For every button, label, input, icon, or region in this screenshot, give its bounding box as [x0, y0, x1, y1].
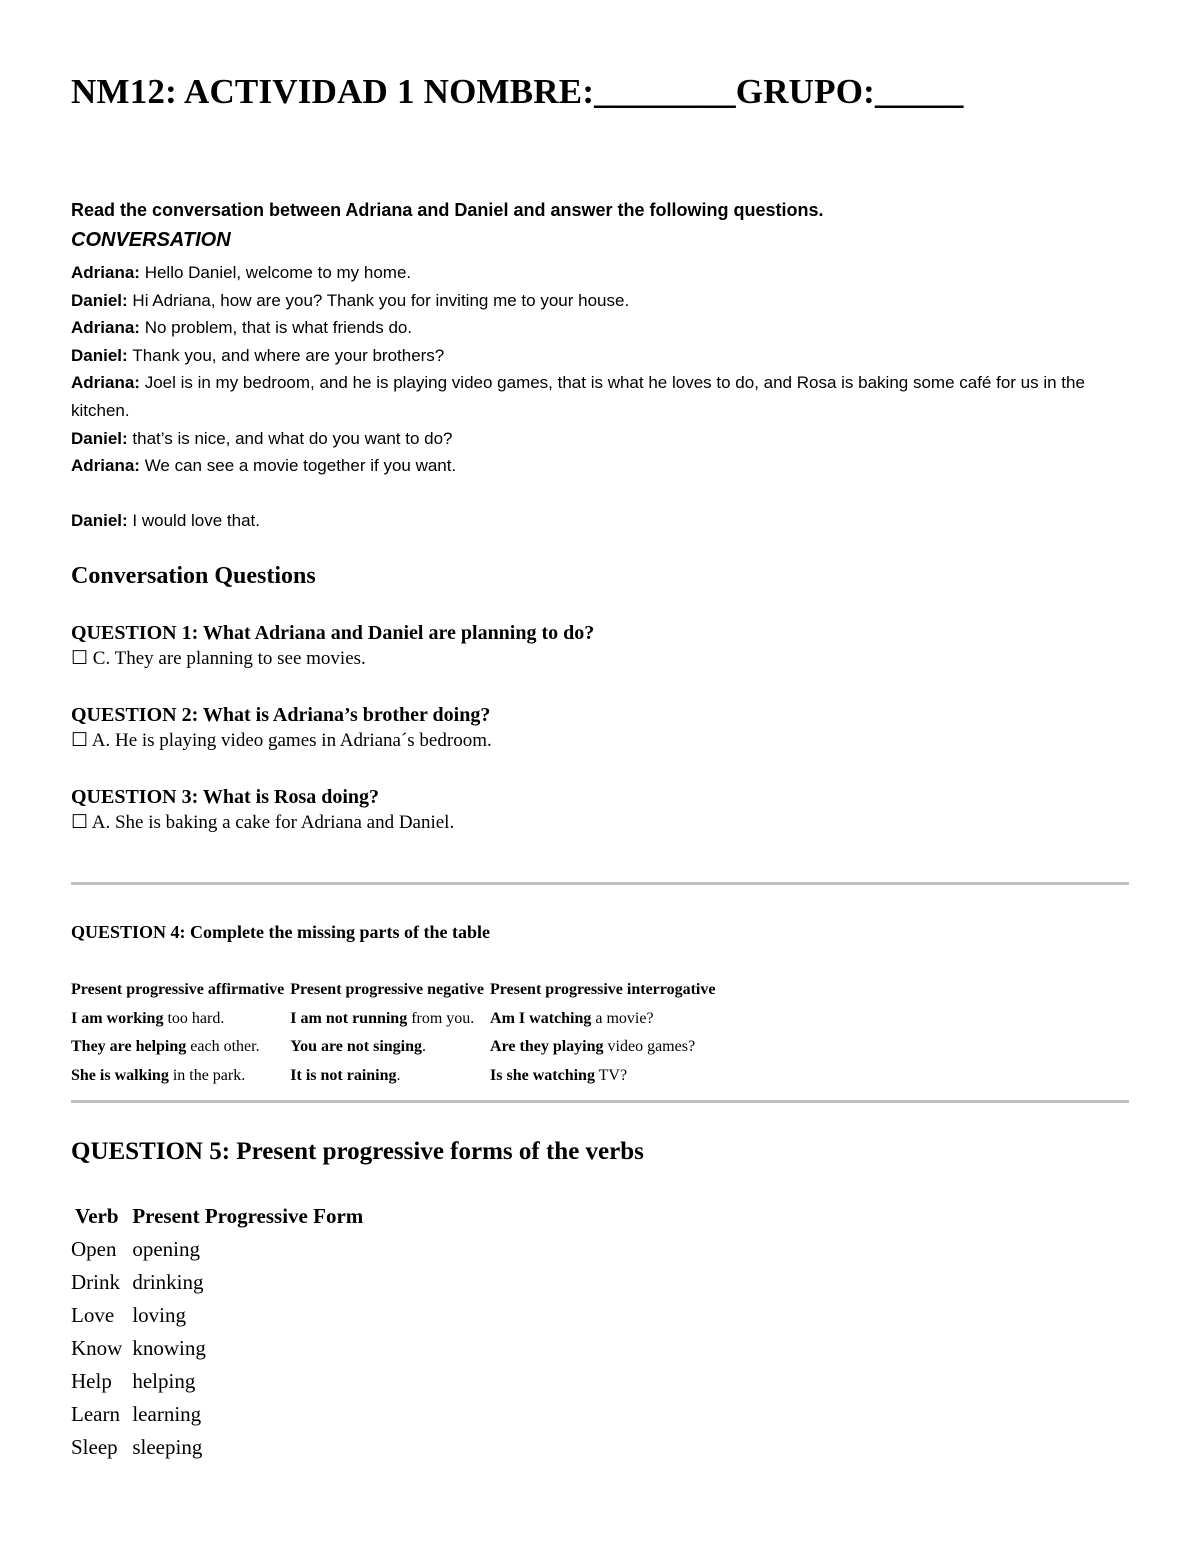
verb-forms-table: [71, 1200, 373, 1464]
form-cell: learning: [132, 1402, 202, 1426]
page-title: NM12: ACTIVIDAD 1 NOMBRE:________GRUPO:_____: [71, 72, 964, 111]
table-row: [71, 1332, 373, 1365]
conversation-line: Daniel: Thank you, and where are your brothers?: [71, 345, 445, 365]
horizontal-rule: [71, 1100, 1129, 1103]
column-header: Present progressive affirmative: [71, 981, 285, 999]
question-3: [71, 784, 454, 836]
checkbox-icon[interactable]: ☐: [71, 812, 89, 833]
column-header: Verb: [75, 1204, 119, 1228]
table-cell: She is walking in the park.: [71, 1066, 246, 1084]
table-cell: Are they playing video games?: [490, 1038, 696, 1056]
form-cell: loving: [132, 1303, 187, 1327]
horizontal-rule: [71, 882, 1129, 885]
speaker-name: Adriana: [71, 456, 135, 476]
line-text: No problem, that is what friends do.: [144, 318, 413, 338]
table-header-row: [71, 1200, 373, 1233]
question-2: [71, 702, 492, 754]
question-title: QUESTION 3: What is Rosa doing?: [71, 786, 380, 808]
question-4-title: QUESTION 4: Complete the missing parts of the table: [71, 922, 490, 942]
table-header-row: [71, 976, 721, 1005]
speaker-name: Daniel: [71, 428, 123, 448]
speaker-name: Daniel: [71, 510, 123, 530]
table-cell: Am I watching a movie?: [490, 1009, 654, 1027]
conversation-line: Daniel: I would love that.: [71, 510, 260, 530]
line-text: I would love that.: [132, 510, 260, 530]
conversation-line: Daniel: Hi Adriana, how are you? Thank you for inviting me to your house.: [71, 290, 630, 310]
verb-cell: Learn: [71, 1402, 120, 1426]
line-text: Hi Adriana, how are you? Thank you for inviting me to your house.: [132, 290, 630, 310]
answer-text: A. He is playing video games in Adriana´s bedroom.: [91, 730, 492, 751]
table-row: [71, 1431, 373, 1464]
answer-text: C. They are planning to see movies.: [92, 648, 366, 669]
answer-line: [71, 810, 454, 836]
table-cell: They are helping each other.: [71, 1038, 260, 1056]
table-row: [71, 1005, 721, 1034]
table-row: [71, 1062, 721, 1091]
column-header: Present Progressive Form: [132, 1204, 364, 1228]
question-title: QUESTION 1: What Adriana and Daniel are planning to do?: [71, 622, 595, 644]
answer-line: [71, 728, 492, 754]
questions-heading: Conversation Questions: [71, 563, 316, 589]
form-cell: drinking: [132, 1270, 204, 1294]
question-5-title: QUESTION 5: Present progressive forms of the verbs: [71, 1138, 644, 1165]
answer-text: A. She is baking a cake for Adriana and Daniel.: [91, 812, 455, 833]
table-cell: Is she watching TV?: [490, 1066, 628, 1084]
table-cell: It is not raining.: [290, 1066, 401, 1084]
speaker-name: Adriana: [71, 263, 135, 282]
table-cell: You are not singing.: [290, 1038, 427, 1056]
table-row: [71, 1365, 373, 1398]
table-row: [71, 1033, 721, 1062]
form-cell: knowing: [132, 1336, 206, 1360]
question-title: QUESTION 2: What is Adriana’s brother doing?: [71, 704, 491, 726]
table-row: [71, 1266, 373, 1299]
conversation-heading: CONVERSATION: [71, 229, 231, 251]
question-1: [71, 620, 594, 672]
conversation-line: Adriana: We can see a movie together if you want.: [71, 456, 457, 476]
verb-cell: Help: [71, 1369, 112, 1393]
table-row: [71, 1398, 373, 1431]
instructions: Read the conversation between Adriana and Daniel and answer the following questions.: [71, 200, 824, 220]
column-header: Present progressive interrogative: [490, 981, 716, 999]
speaker-name: Daniel: [71, 345, 123, 365]
table-cell: I am not running from you.: [290, 1009, 475, 1027]
form-cell: sleeping: [132, 1435, 203, 1459]
conversation-line: Adriana: No problem, that is what friends do.: [71, 318, 413, 338]
line-text: Joel is in my bedroom, and he is playing video games, that is what he loves to do, and Rosa is baking some café for us in the kitchen.: [71, 373, 1085, 420]
table-row: [71, 1299, 373, 1332]
speaker-name: Daniel: [71, 290, 123, 310]
verb-cell: Know: [71, 1336, 123, 1360]
speaker-name: Adriana: [71, 373, 135, 393]
conversation: [71, 259, 1141, 534]
line-text: Hello Daniel, welcome to my home.: [144, 263, 412, 282]
verb-cell: Sleep: [71, 1435, 118, 1459]
line-text: Thank you, and where are your brothers?: [132, 345, 445, 365]
conversation-line: Adriana: Joel is in my bedroom, and he is playing video games, that is what he loves to do, and Rosa is baking some café for us in the kitchen.: [71, 373, 1085, 420]
checkbox-icon[interactable]: ☐: [71, 730, 89, 751]
verb-cell: Drink: [71, 1270, 120, 1294]
checkbox-icon[interactable]: ☐: [71, 648, 89, 669]
present-progressive-table: [71, 976, 721, 1090]
table-cell: I am working too hard.: [71, 1009, 225, 1027]
answer-line: [71, 646, 594, 672]
line-text: We can see a movie together if you want.: [144, 456, 457, 476]
column-header: Present progressive negative: [290, 981, 485, 999]
form-cell: opening: [132, 1237, 200, 1261]
verb-cell: Open: [71, 1237, 117, 1261]
table-row: [71, 1233, 373, 1266]
verb-cell: Love: [71, 1303, 115, 1327]
speaker-name: Adriana: [71, 318, 135, 338]
line-text: that’s is nice, and what do you want to do?: [132, 428, 453, 448]
conversation-line: Adriana: Hello Daniel, welcome to my home.: [71, 263, 412, 282]
conversation-line: Daniel: that’s is nice, and what do you want to do?: [71, 428, 453, 448]
form-cell: helping: [132, 1369, 196, 1393]
